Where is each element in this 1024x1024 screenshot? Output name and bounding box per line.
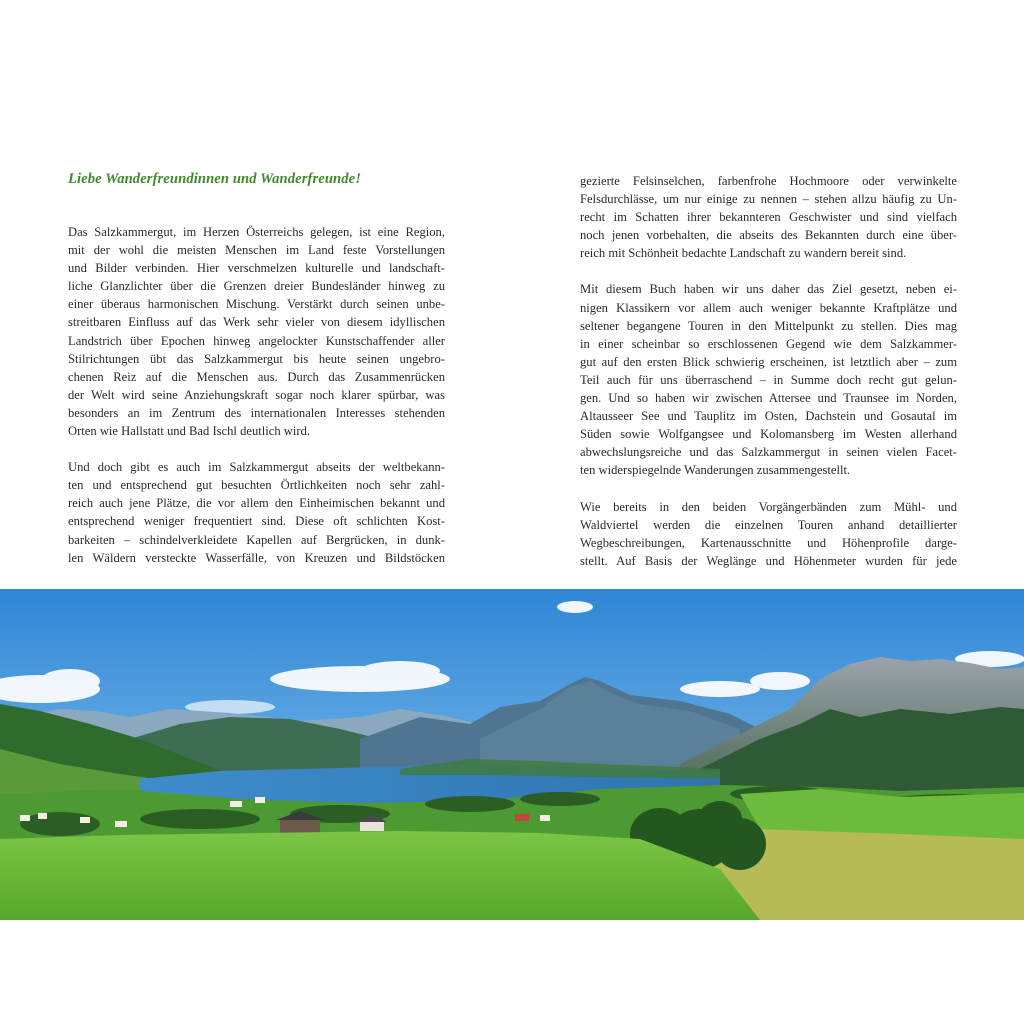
paragraph [68, 223, 445, 440]
text-line: gezierte Felsinselchen, farbenfrohe Hochmoore oder verwinkelte [580, 174, 957, 188]
text-line: Landstrich über Epochen hinweg angelockter Kunstschaffender aller [68, 333, 445, 348]
paragraph [580, 280, 957, 479]
text-line: Teil auch für uns überraschend – in Summe doch recht gut gelun- [580, 372, 957, 387]
text-line: in einer scheinbar so erschlossenen Gegend wie dem Salzkammer- [580, 336, 957, 351]
text-line: seltener begangene Touren in den Mittelpunkt zu stellen. Dies mag [580, 318, 957, 333]
text-line: gut auf den ersten Blick schwierig erscheinen, ist letztlich aber – zum [580, 354, 957, 369]
text-line: Orten wie Hallstatt und Bad Ischl deutlich wird. [68, 424, 311, 439]
page-heading: Liebe Wanderfreundinnen und Wanderfreunde! [68, 171, 362, 187]
paragraph [580, 498, 957, 570]
text-line: barkeiten – schindelverkleidete Kapellen auf Bergrücken, in dunk- [68, 532, 445, 547]
text-line: reich mit Schönheit bedachte Landschaft zu wandern bereit sind. [580, 246, 907, 261]
text-line: Das Salzkammergut, im Herzen Österreichs gelegen, ist eine Region, [68, 225, 445, 239]
text-line: Mit diesem Buch haben wir uns daher das Ziel gesetzt, neben ei- [580, 282, 957, 297]
text-line: Wie bereits in den beiden Vorgängerbänden zum Mühl- und [580, 499, 957, 514]
foreground-meadow [0, 831, 760, 920]
text-line: streitbaren Einfluss auf das Werk sehr vieler von diesem idyllischen [68, 315, 445, 330]
text-line: Altausseer See und Tauplitz im Osten, Dachstein und Gosautal im [580, 409, 957, 424]
text-line: chenen Reiz auf die Menschen aus. Durch das Zusammenrücken [68, 369, 445, 384]
text-line: Waldviertel werden die einzelnen Touren anhand detaillierter [580, 517, 957, 532]
text-line: reich auch jene Plätze, die vor allem den Einheimischen bekannt und [68, 496, 445, 511]
left-text-column [68, 223, 445, 567]
text-line: ten und entsprechend gut besuchten Örtlichkeiten noch sehr zahl- [68, 478, 445, 493]
text-line: recht im Schatten ihrer bekannteren Geschwister und sind vielfach [580, 210, 957, 225]
text-line: Süden sowie Wolfgangsee und Kolomansberg im Westen allerhand [580, 427, 957, 442]
text-line: Felsdurchlässe, um nur einige zu nennen – stehen allzu häufig zu Un- [580, 192, 957, 207]
text-line: entsprechend weniger frequentiert sind. Diese oft schlichten Kost- [68, 514, 445, 529]
text-line: mit der wohl die meisten Menschen im Land feste Vorstellungen [68, 243, 445, 258]
right-text-column [580, 172, 957, 570]
text-line: liche Glanzlichter über die Grenzen dreier Bundesländer hinweg zu [68, 279, 445, 294]
paragraph [68, 458, 445, 567]
text-line: besonders an im Zentrum des internationalen Interesses stehenden [68, 405, 445, 420]
text-line: Stilrichtungen übt das Salzkammergut bis heute seinen ungebro- [68, 351, 445, 366]
paragraph [580, 172, 957, 262]
text-line: noch jenen vorbehalten, die abseits des Bekannten durch eine über- [580, 228, 957, 243]
text-line: abwechslungsreiche und das Salzkammergut in seinen vielen Facet- [580, 445, 957, 460]
text-line: einer überaus harmonischen Mischung. Verstärkt durch seinen unbe- [68, 297, 445, 312]
text-line: nigen Klassikern vor allem auch weniger bekannte Kraftplätze und [580, 300, 957, 315]
text-line: der Welt wird seine Anziehungskraft sogar noch klarer spürbar, was [68, 387, 445, 402]
landscape-photo [0, 589, 1024, 920]
text-line: Und doch gibt es auch im Salzkammergut abseits der weltbekann- [68, 460, 445, 475]
text-line: len Wäldern versteckte Wasserfälle, von Kreuzen und Bildstöcken [68, 550, 445, 565]
text-line: Wegbeschreibungen, Kartenausschnitte und Höhenprofile darge- [580, 535, 957, 550]
text-line: stellt. Auf Basis der Weglänge und Höhenmeter wurden für jede [580, 553, 957, 568]
text-line: ten widerspiegelnde Wanderungen zusammengestellt. [580, 463, 851, 478]
text-line: gen. Und so haben wir zwischen Attersee und Traunsee im Norden, [580, 391, 957, 406]
text-line: und Bilder verbinden. Hier verschmelzen kulturelle und landschaft- [68, 261, 445, 276]
